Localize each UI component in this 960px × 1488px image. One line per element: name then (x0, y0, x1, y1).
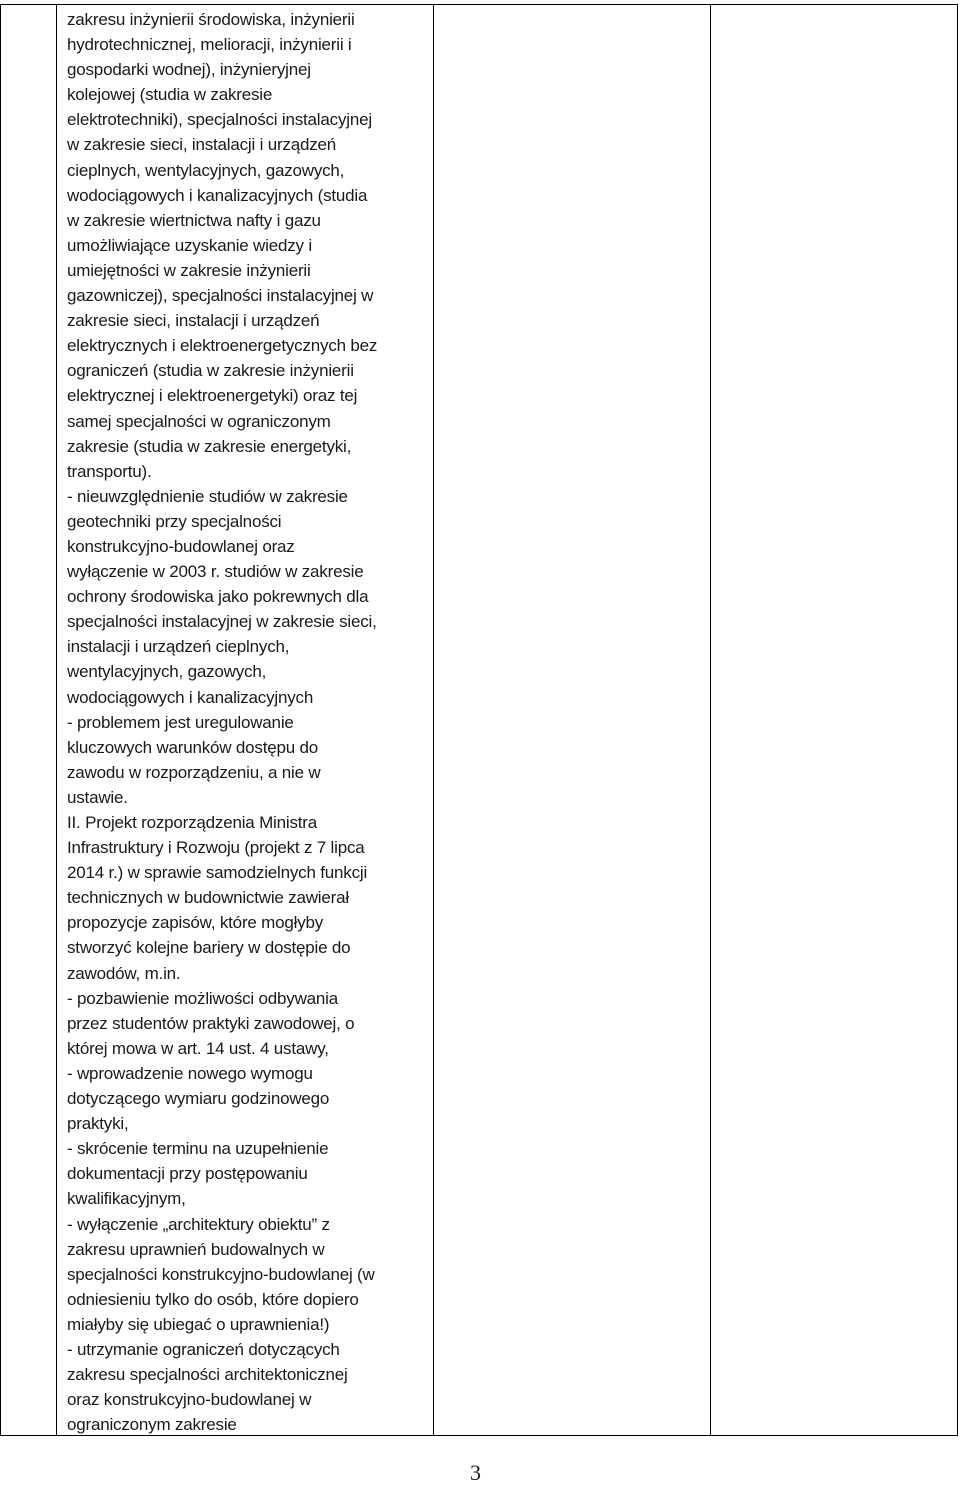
text-line: gospodarki wodnej), inżynieryjnej (67, 60, 311, 80)
text-line: transportu). (67, 461, 152, 481)
text-line: której mowa w art. 14 ust. 4 ustawy, (67, 1038, 329, 1058)
text-line: w zakresie wiertnictwa nafty i gazu (67, 210, 321, 230)
text-line: zakresie (studia w zakresie energetyki, (67, 436, 352, 456)
text-line: samej specjalności w ograniczonym (67, 411, 331, 431)
text-line: odniesieniu tylko do osób, które dopiero (67, 1289, 359, 1309)
text-line: konstrukcyjno-budowlanej oraz (67, 536, 295, 556)
text-line: zakresu inżynierii środowiska, inżynierii (67, 10, 355, 29)
text-line: technicznych w budownictwie zawierał (67, 888, 349, 908)
text-line: elektrotechniki), specjalności instalacyjnej (67, 110, 372, 130)
text-line: oraz konstrukcyjno-budowlanej w (67, 1390, 312, 1410)
text-line: gazowniczej), specjalności instalacyjnej w (67, 286, 374, 306)
text-block (67, 7, 429, 1437)
text-line: kolejowej (studia w zakresie (67, 85, 273, 105)
text-line: zakresu specjalności architektonicznej (67, 1365, 348, 1385)
table-cell-empty-left (1, 5, 57, 1436)
text-line: dokumentacji przy postępowaniu (67, 1164, 308, 1184)
text-line: - problemem jest uregulowanie (67, 712, 294, 732)
text-line: cieplnych, wentylacyjnych, gazowych, (67, 160, 345, 180)
page-number: 3 (470, 1460, 481, 1485)
text-line: zawodów, m.in. (67, 963, 181, 983)
text-line: miałyby się ubiegać o uprawnienia!) (67, 1314, 330, 1334)
table-cell-text (57, 5, 434, 1436)
text-line: zakresu uprawnień budowalnych w (67, 1239, 325, 1259)
document-table (0, 4, 958, 1436)
text-line: - skrócenie terminu na uzupełnienie (67, 1139, 329, 1159)
text-line: specjalności instalacyjnej w zakresie sieci, (67, 612, 377, 632)
text-line: ograniczonym zakresie (67, 1415, 237, 1435)
text-line: ograniczeń (studia w zakresie inżynierii (67, 361, 354, 381)
text-line: Infrastruktury i Rozwoju (projekt z 7 lipca (67, 838, 365, 858)
text-line: II. Projekt rozporządzenia Ministra (67, 813, 317, 832)
text-line: wodociągowych i kanalizacyjnych (studia (67, 185, 368, 205)
text-line: w zakresie sieci, instalacji i urządzeń (67, 135, 337, 155)
text-line: - wprowadzenie nowego wymogu (67, 1063, 313, 1083)
text-line: geotechniki przy specjalności (67, 511, 282, 531)
text-line: dotyczącego wymiaru godzinowego (67, 1089, 330, 1109)
text-line: kwalifikacyjnym, (67, 1189, 186, 1209)
text-line: elektrycznej i elektroenergetyki) oraz tej (67, 386, 358, 406)
text-line: - utrzymanie ograniczeń dotyczących (67, 1339, 340, 1359)
text-line: wentylacyjnych, gazowych, (67, 662, 267, 682)
text-line: elektrycznych i elektroenergetycznych bez (67, 336, 378, 356)
text-line: ustawie. (67, 787, 128, 807)
text-line: propozycje zapisów, które mogłyby (67, 913, 324, 933)
text-line: przez studentów praktyki zawodowej, o (67, 1013, 355, 1033)
text-line: umożliwiające uzyskanie wiedzy i (67, 235, 312, 255)
text-line: - pozbawienie możliwości odbywania (67, 988, 339, 1008)
text-line: praktyki, (67, 1114, 129, 1134)
text-line: instalacji i urządzeń cieplnych, (67, 637, 290, 657)
text-line: specjalności konstrukcyjno-budowlanej (w (67, 1264, 375, 1284)
text-line: umiejętności w zakresie inżynierii (67, 260, 311, 280)
text-line: 2014 r.) w sprawie samodzielnych funkcji (67, 863, 368, 883)
text-line: - nieuwzględnienie studiów w zakresie (67, 486, 348, 506)
table-cell-empty-right (711, 5, 958, 1436)
text-line: stworzyć kolejne bariery w dostępie do (67, 938, 351, 958)
text-line: wodociągowych i kanalizacyjnych (67, 687, 314, 707)
text-line: zawodu w rozporządzeniu, a nie w (67, 762, 321, 782)
text-line: kluczowych warunków dostępu do (67, 737, 319, 757)
text-line: zakresie sieci, instalacji i urządzeń (67, 311, 320, 331)
text-line: ochrony środowiska jako pokrewnych dla (67, 587, 369, 607)
text-line: - wyłączenie „architektury obiektu” z (67, 1214, 330, 1234)
text-line: wyłączenie w 2003 r. studiów w zakresie (67, 562, 364, 582)
table-cell-empty-middle (434, 5, 711, 1436)
text-line: hydrotechnicznej, melioracji, inżynierii i (67, 35, 352, 55)
